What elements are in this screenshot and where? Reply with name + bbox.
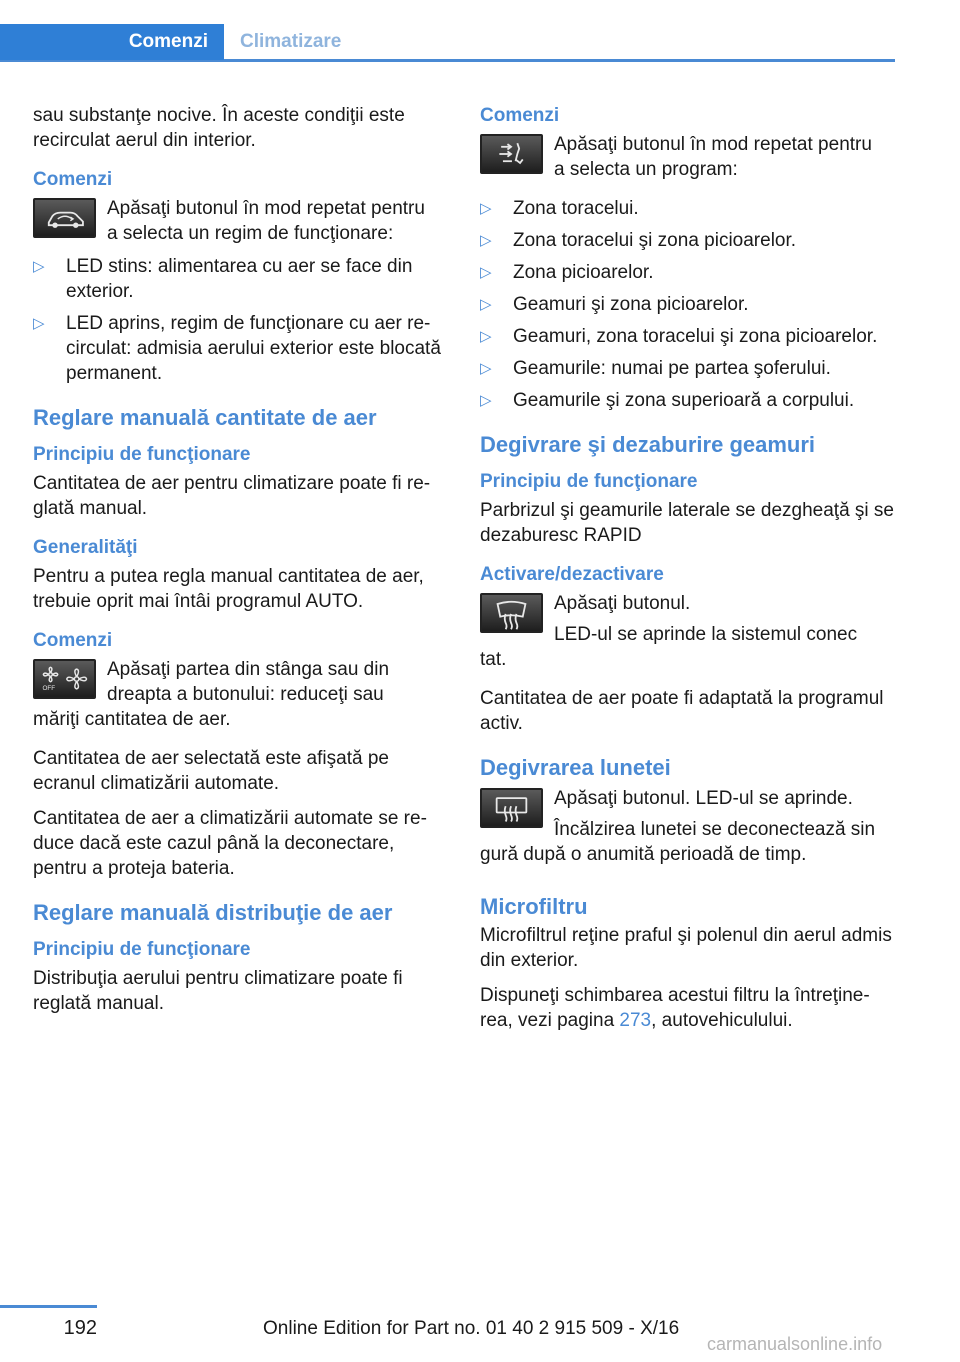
- page-link-273[interactable]: 273: [619, 1010, 652, 1031]
- paragraph-distributie: Distribuţia aerului pentru climatizare poate fi reglată manual.: [33, 968, 403, 1014]
- list-item: ▷ Zona toracelui.: [480, 198, 639, 219]
- recirculation-button-icon: [33, 198, 96, 238]
- section-heading-microfiltru: Microfiltru: [480, 894, 588, 919]
- windshield-defrost-button-icon: [480, 593, 543, 633]
- triangle-bullet-icon: ▷: [33, 258, 45, 275]
- paragraph-degivrare: Parbrizul şi geamurile laterale se dezgheaţă şi se dezaburesc RAPID: [480, 500, 894, 546]
- paragraph-microfiltru: Microfiltrul reţine praful şi polenul din aerul admis din exterior.: [480, 925, 892, 971]
- page-number-rule: [0, 1305, 97, 1308]
- led-state-list: [33, 254, 448, 386]
- paragraph-reduce: Cantitatea de aer a climatizării automate se reduce dacă este cazul până la deconectare, pentru a proteja bateria.: [33, 808, 427, 879]
- tab-climatizare[interactable]: Climatizare: [240, 31, 342, 52]
- triangle-bullet-icon: ▷: [480, 200, 492, 217]
- list-item: ▷ Geamurile şi zona superioară a corpului.: [480, 390, 855, 411]
- list-item: ▷ Geamurile: numai pe partea şoferului.: [480, 358, 831, 379]
- section-heading-degivrare: Degivrare şi dezaburire geamuri: [480, 432, 816, 457]
- recirculation-instruction: Apăsaţi butonul în mod repetat pentru a selecta un regim de funcţionare:: [33, 196, 448, 246]
- rear-defrost-instruction: Apăsaţi butonul. LED-ul se aprinde. Încălzirea lunetei se deconectează sin gură după o anumită perioadă de timp.: [480, 788, 876, 865]
- paragraph-recirculat: sau substanţe nocive. În aceste condiţii este recirculat aerul din interior.: [33, 105, 405, 151]
- list-item: ▷ Geamuri şi zona picioarelor.: [480, 294, 749, 315]
- list-item: ▷ Geamuri, zona toracelui şi zona picioarelor.: [480, 326, 878, 347]
- triangle-bullet-icon: ▷: [480, 232, 492, 249]
- watermark: carmanualsonline.info: [707, 1334, 883, 1354]
- chapter-header: [0, 24, 895, 62]
- triangle-bullet-icon: ▷: [480, 360, 492, 377]
- list-item: ▷ Zona picioarelor.: [480, 262, 654, 283]
- svg-text:OFF: OFF: [42, 684, 56, 692]
- section-heading-distributie: Reglare manuală distribuţie de aer: [33, 900, 393, 925]
- fan-off-button-icon: [33, 659, 96, 699]
- subheading-activare: Activare/dezactivare: [480, 564, 664, 585]
- page-number: 192: [63, 1317, 97, 1339]
- subheading-principiu: Principiu de funcţionare: [480, 471, 698, 492]
- subheading-comenzi: Comenzi: [33, 630, 113, 651]
- air-distribution-instruction: Apăsaţi butonul în mod repetat pentru a selecta un program:: [480, 132, 895, 182]
- subheading-principiu: Principiu de funcţionare: [33, 444, 251, 465]
- air-distribution-button-icon: [480, 134, 543, 174]
- left-column: [33, 103, 448, 1026]
- list-item: ▷ LED stins: alimentarea cu aer se face din exterior.: [33, 256, 413, 302]
- defrost-instruction: Apăsaţi butonul. LED-ul se aprinde la sistemul conec tat.: [480, 593, 858, 670]
- section-heading-lunete: Degivrarea lunetei: [480, 755, 671, 780]
- list-item: ▷ LED aprins, regim de funcţionare cu aer recirculat: admisia aerului exterior este blocată permanent.: [33, 313, 441, 384]
- right-column: [480, 103, 895, 1043]
- air-quantity-instruction: OFF Apăsaţi partea din stânga sau din dreapta a butonului: reduceţi sau măriţi cantitatea de aer.: [33, 659, 390, 730]
- triangle-bullet-icon: ▷: [480, 264, 492, 281]
- triangle-bullet-icon: ▷: [480, 392, 492, 409]
- triangle-bullet-icon: ▷: [480, 296, 492, 313]
- subheading-generalitati: Generalităţi: [33, 537, 138, 558]
- tab-comenzi[interactable]: Comenzi: [0, 24, 224, 60]
- program-list: [480, 196, 895, 413]
- paragraph-schimbare: Dispuneţi schimbarea acestui filtru la întreţinerea, vezi pagina 273, autovehiculului.: [480, 985, 870, 1031]
- paragraph-adaptata: Cantitatea de aer poate fi adaptată la programul activ.: [480, 688, 884, 734]
- paragraph-principiu: Cantitatea de aer pentru climatizare poate fi reglată manual.: [33, 473, 431, 519]
- rear-window-defrost-button-icon: [480, 788, 543, 828]
- paragraph-afisata: Cantitatea de aer selectată este afişată pe ecranul climatizării automate.: [33, 748, 389, 794]
- subheading-comenzi: Comenzi: [33, 169, 113, 190]
- triangle-bullet-icon: ▷: [33, 315, 45, 332]
- section-heading-cantitate: Reglare manuală cantitate de aer: [33, 405, 377, 430]
- edition-footer: Online Edition for Part no. 01 40 2 915 509 - X/16: [263, 1318, 680, 1339]
- subheading-comenzi: Comenzi: [480, 105, 560, 126]
- subheading-principiu: Principiu de funcţionare: [33, 939, 251, 960]
- list-item: ▷ Zona toracelui şi zona picioarelor.: [480, 230, 797, 251]
- triangle-bullet-icon: ▷: [480, 328, 492, 345]
- paragraph-generalitati: Pentru a putea regla manual cantitatea de aer, trebuie oprit mai întâi programul AUTO.: [33, 566, 424, 612]
